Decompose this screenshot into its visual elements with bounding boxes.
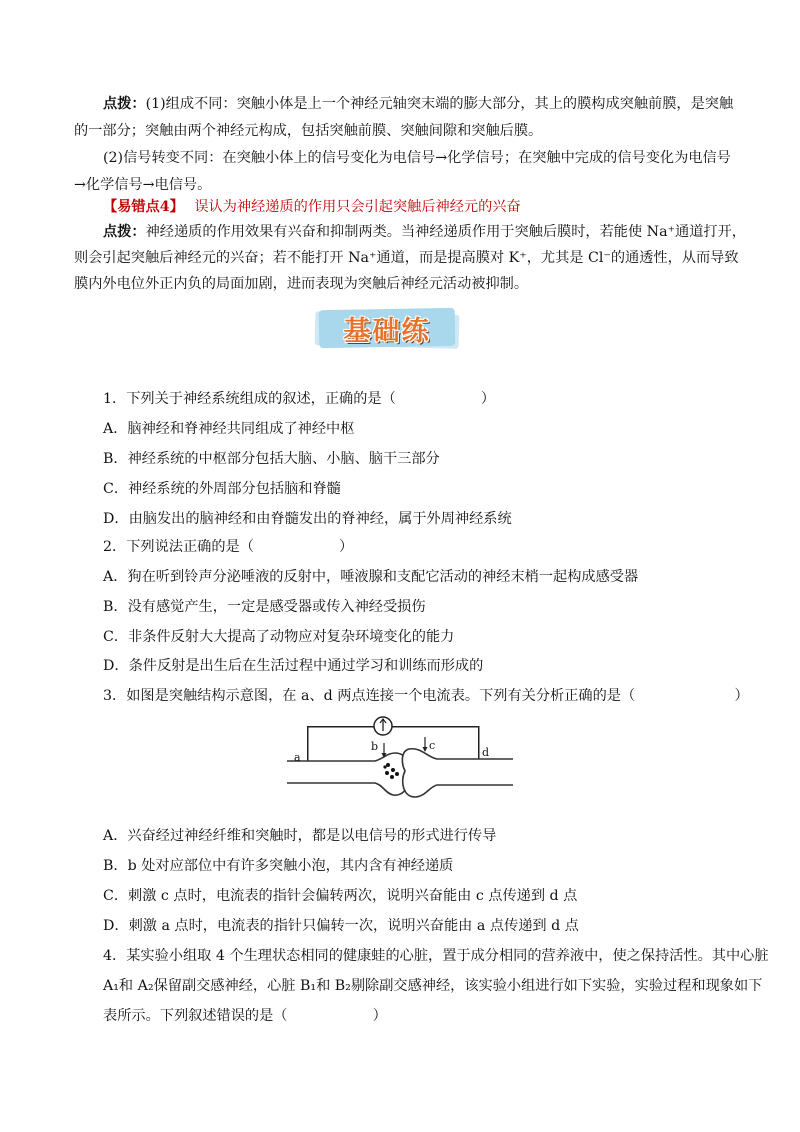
wire-top (307, 726, 479, 728)
question-3-option-c: C．刺激 c 点时，电流表的指针会偏转两次，说明兴奋能由 c 点传递到 d 点 (103, 888, 578, 904)
postsynaptic-membrane (402, 749, 513, 797)
question-2-option-a: A．狗在听到铃声分泌唾液的反射中，唾液腺和支配它活动的神经末梢一起构成感受器 (103, 569, 639, 585)
question-2-stem: 2．下列说法正确的是（ ） (103, 539, 354, 555)
question-2-option-b: B．没有感觉产生，一定是感受器或传入神经受损伤 (103, 599, 426, 615)
error-point-heading (103, 197, 521, 217)
question-1-stem: 1．下列关于神经系统组成的叙述，正确的是（ ） (103, 391, 496, 407)
question-4-stem-line3: 表所示。下列叙述错误的是（ ） (103, 1008, 387, 1024)
tip1-label: 点拨： (103, 96, 146, 112)
question-2-option-c: C．非条件反射大大提高了动物应对复杂环境变化的能力 (103, 629, 455, 645)
label-d: d (482, 746, 490, 759)
vesicle (391, 768, 395, 772)
vesicle (386, 763, 390, 767)
label-c: c (429, 739, 436, 752)
question-1-option-a: A．脑神经和脊神经共同组成了神经中枢 (103, 421, 355, 437)
vesicle (390, 775, 394, 779)
question-3-option-d: D．刺激 a 点时，电流表的指针只偏转一次，说明兴奋能由 a 点传递到 d 点 (103, 918, 579, 934)
synapse-diagram (287, 713, 513, 803)
section-banner (313, 305, 461, 351)
error-point-title: 误认为神经递质的作用只会引起突触后神经元的兴奋 (194, 199, 521, 215)
question-3-option-b: B．b 处对应部位中有许多突触小泡，其内含有神经递质 (103, 858, 454, 874)
question-2-option-d: D．条件反射是出生后在生活过程中通过学习和训练而形成的 (103, 658, 484, 674)
vesicle (395, 772, 399, 776)
vesicle (385, 771, 389, 775)
tip2-line1 (103, 222, 746, 242)
tip1-line4: →化学信号→电信号。 (74, 177, 212, 193)
error-point-tag: 【易错点4】 (103, 199, 184, 215)
question-4-stem-line1: 4．某实验小组取 4 个生理状态相同的健康蛙的心脏，置于成分相同的营养液中，使之保持活性。其中心脏 (103, 948, 769, 964)
tip2-text1: 神经递质的作用效果有兴奋和抑制两类。当神经递质作用于突触后膜时，若能使 Na⁺通道打开， (145, 224, 746, 240)
question-1-option-c: C．神经系统的外周部分包括脑和脊髓 (103, 481, 341, 497)
question-4-stem-line2: A₁和 A₂保留副交感神经，心脏 B₁和 B₂剔除副交感神经，该实验小组进行如下实验，实验过程和现象如下 (103, 978, 763, 994)
label-b: b (371, 740, 379, 753)
tip2-label: 点拨： (103, 224, 146, 240)
tip1-line2: 的一部分；突触由两个神经元构成，包括突触前膜、突触间隙和突触后膜。 (74, 123, 543, 139)
banner-title: 基础练 (343, 316, 431, 347)
tip1-line3: (2)信号转变不同：在突触小体上的信号变化为电信号→化学信号；在突触中完成的信号变化为电信号 (103, 150, 731, 166)
presynaptic-terminal (287, 753, 408, 795)
wire-right (478, 726, 480, 762)
question-3-option-a: A．兴奋经过神经纤维和突触时，都是以电信号的形式进行传导 (103, 828, 497, 844)
label-a: a (294, 751, 301, 764)
question-3-stem: 3．如图是突触结构示意图，在 a、d 两点连接一个电流表。下列有关分析正确的是（ ） (103, 688, 749, 704)
tip2-line2: 则会引起突触后神经元的兴奋；若不能打开 Na⁺通道，而是提高膜对 K⁺，尤其是 Cl⁻的通透性，从而导致 (74, 250, 739, 266)
tip1-text1: (1)组成不同：突触小体是上一个神经元轴突末端的膨大部分，其上的膜构成突触前膜，是突触 (145, 96, 734, 112)
wire-left (307, 726, 309, 762)
tip1-line1 (103, 94, 733, 114)
vesicle (383, 765, 386, 768)
tip2-line3: 膜内外电位外正内负的局面加剧，进而表现为突触后神经元活动被抑制。 (74, 276, 529, 292)
arrow-c-head (423, 747, 428, 752)
question-1-option-d: D．由脑发出的脑神经和由脊髓发出的脊神经，属于外周神经系统 (103, 511, 512, 527)
question-1-option-b: B．神经系统的中枢部分包括大脑、小脑、脑干三部分 (103, 451, 440, 467)
